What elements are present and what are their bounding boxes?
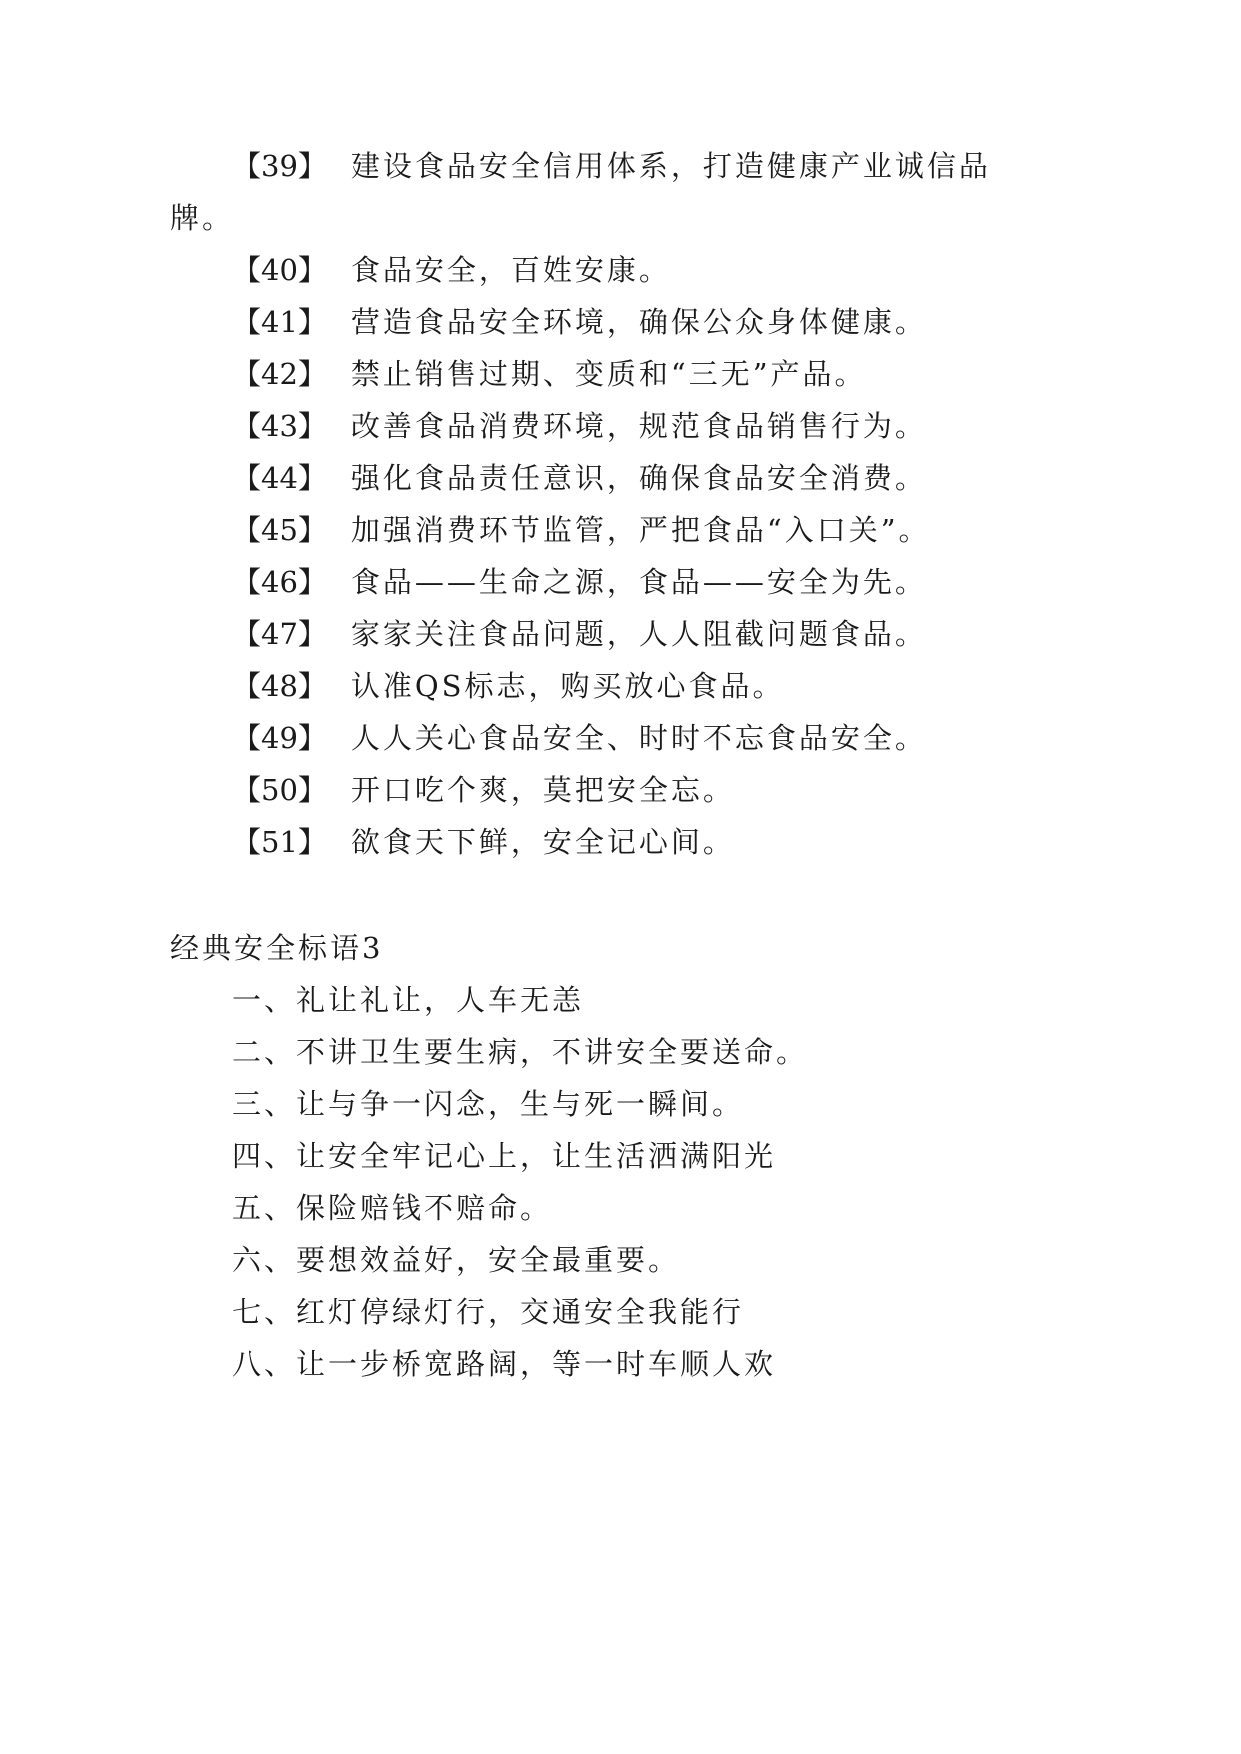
slogan-list-item: 四、让安全牢记心上，让生活洒满阳光 (232, 1139, 777, 1173)
slogan-item-39 (232, 148, 991, 184)
slogan-list-item: 六、要想效益好，安全最重要。 (232, 1243, 681, 1277)
slogan-list-item: 七、红灯停绿灯行，交通安全我能行 (232, 1295, 745, 1329)
item-text: 人人关心食品安全、时时不忘食品安全。 (350, 721, 927, 755)
item-text: 认准QS标志，购买放心食品。 (350, 669, 785, 703)
slogan-item-50 (232, 772, 735, 808)
section-heading: 经典安全标语3 (170, 931, 384, 965)
item-number: 【43】 (232, 409, 327, 443)
item-number: 【46】 (232, 565, 327, 599)
item-text: 开口吃个爽，莫把安全忘。 (350, 773, 735, 807)
item-number: 【41】 (232, 305, 327, 339)
item-number: 【42】 (232, 357, 327, 391)
slogan-item-47 (232, 616, 927, 652)
item-number: 【44】 (232, 461, 327, 495)
slogan-item-46 (232, 564, 927, 600)
item-number: 【50】 (232, 773, 327, 807)
slogan-item-42 (232, 356, 867, 392)
item-text: 强化食品责任意识，确保食品安全消费。 (350, 461, 927, 495)
slogan-item-43 (232, 408, 927, 444)
item-text: 食品安全，百姓安康。 (350, 253, 671, 287)
slogan-item-41 (232, 304, 927, 340)
item-text-continuation: 牌。 (170, 201, 235, 235)
item-number: 【39】 (232, 149, 327, 183)
slogan-item-49 (232, 720, 927, 756)
slogan-list-item: 五、保险赔钱不赔命。 (232, 1191, 553, 1225)
slogan-list-item: 三、让与争一闪念，生与死一瞬间。 (232, 1087, 745, 1121)
slogan-item-39-continuation (170, 200, 234, 236)
slogan-item-45 (232, 512, 931, 548)
item-text: 改善食品消费环境，规范食品销售行为。 (350, 409, 927, 443)
item-number: 【49】 (232, 721, 327, 755)
item-number: 【48】 (232, 669, 327, 703)
item-text: 禁止销售过期、变质和“三无”产品。 (350, 357, 867, 391)
slogan-item-44 (232, 460, 927, 496)
item-text: 家家关注食品问题，人人阻截问题食品。 (350, 617, 927, 651)
item-number: 【45】 (232, 513, 327, 547)
item-text: 欲食天下鲜，安全记心间。 (350, 825, 735, 859)
item-text: 建设食品安全信用体系，打造健康产业诚信品 (350, 149, 991, 183)
slogan-list-item: 一、礼让礼让，人车无恙 (232, 983, 585, 1017)
item-number: 【51】 (232, 825, 327, 859)
slogan-item-40 (232, 252, 671, 288)
item-text: 营造食品安全环境，确保公众身体健康。 (350, 305, 927, 339)
slogan-item-51 (232, 824, 735, 860)
item-number: 【47】 (232, 617, 327, 651)
item-number: 【40】 (232, 253, 327, 287)
slogan-list-item: 八、让一步桥宽路阔，等一时车顺人欢 (232, 1347, 777, 1381)
slogan-list-item: 二、不讲卫生要生病，不讲安全要送命。 (232, 1035, 809, 1069)
slogan-item-48 (232, 668, 785, 704)
item-text: 加强消费环节监管，严把食品“入口关”。 (350, 513, 931, 547)
item-text: 食品——生命之源，食品——安全为先。 (350, 565, 927, 599)
